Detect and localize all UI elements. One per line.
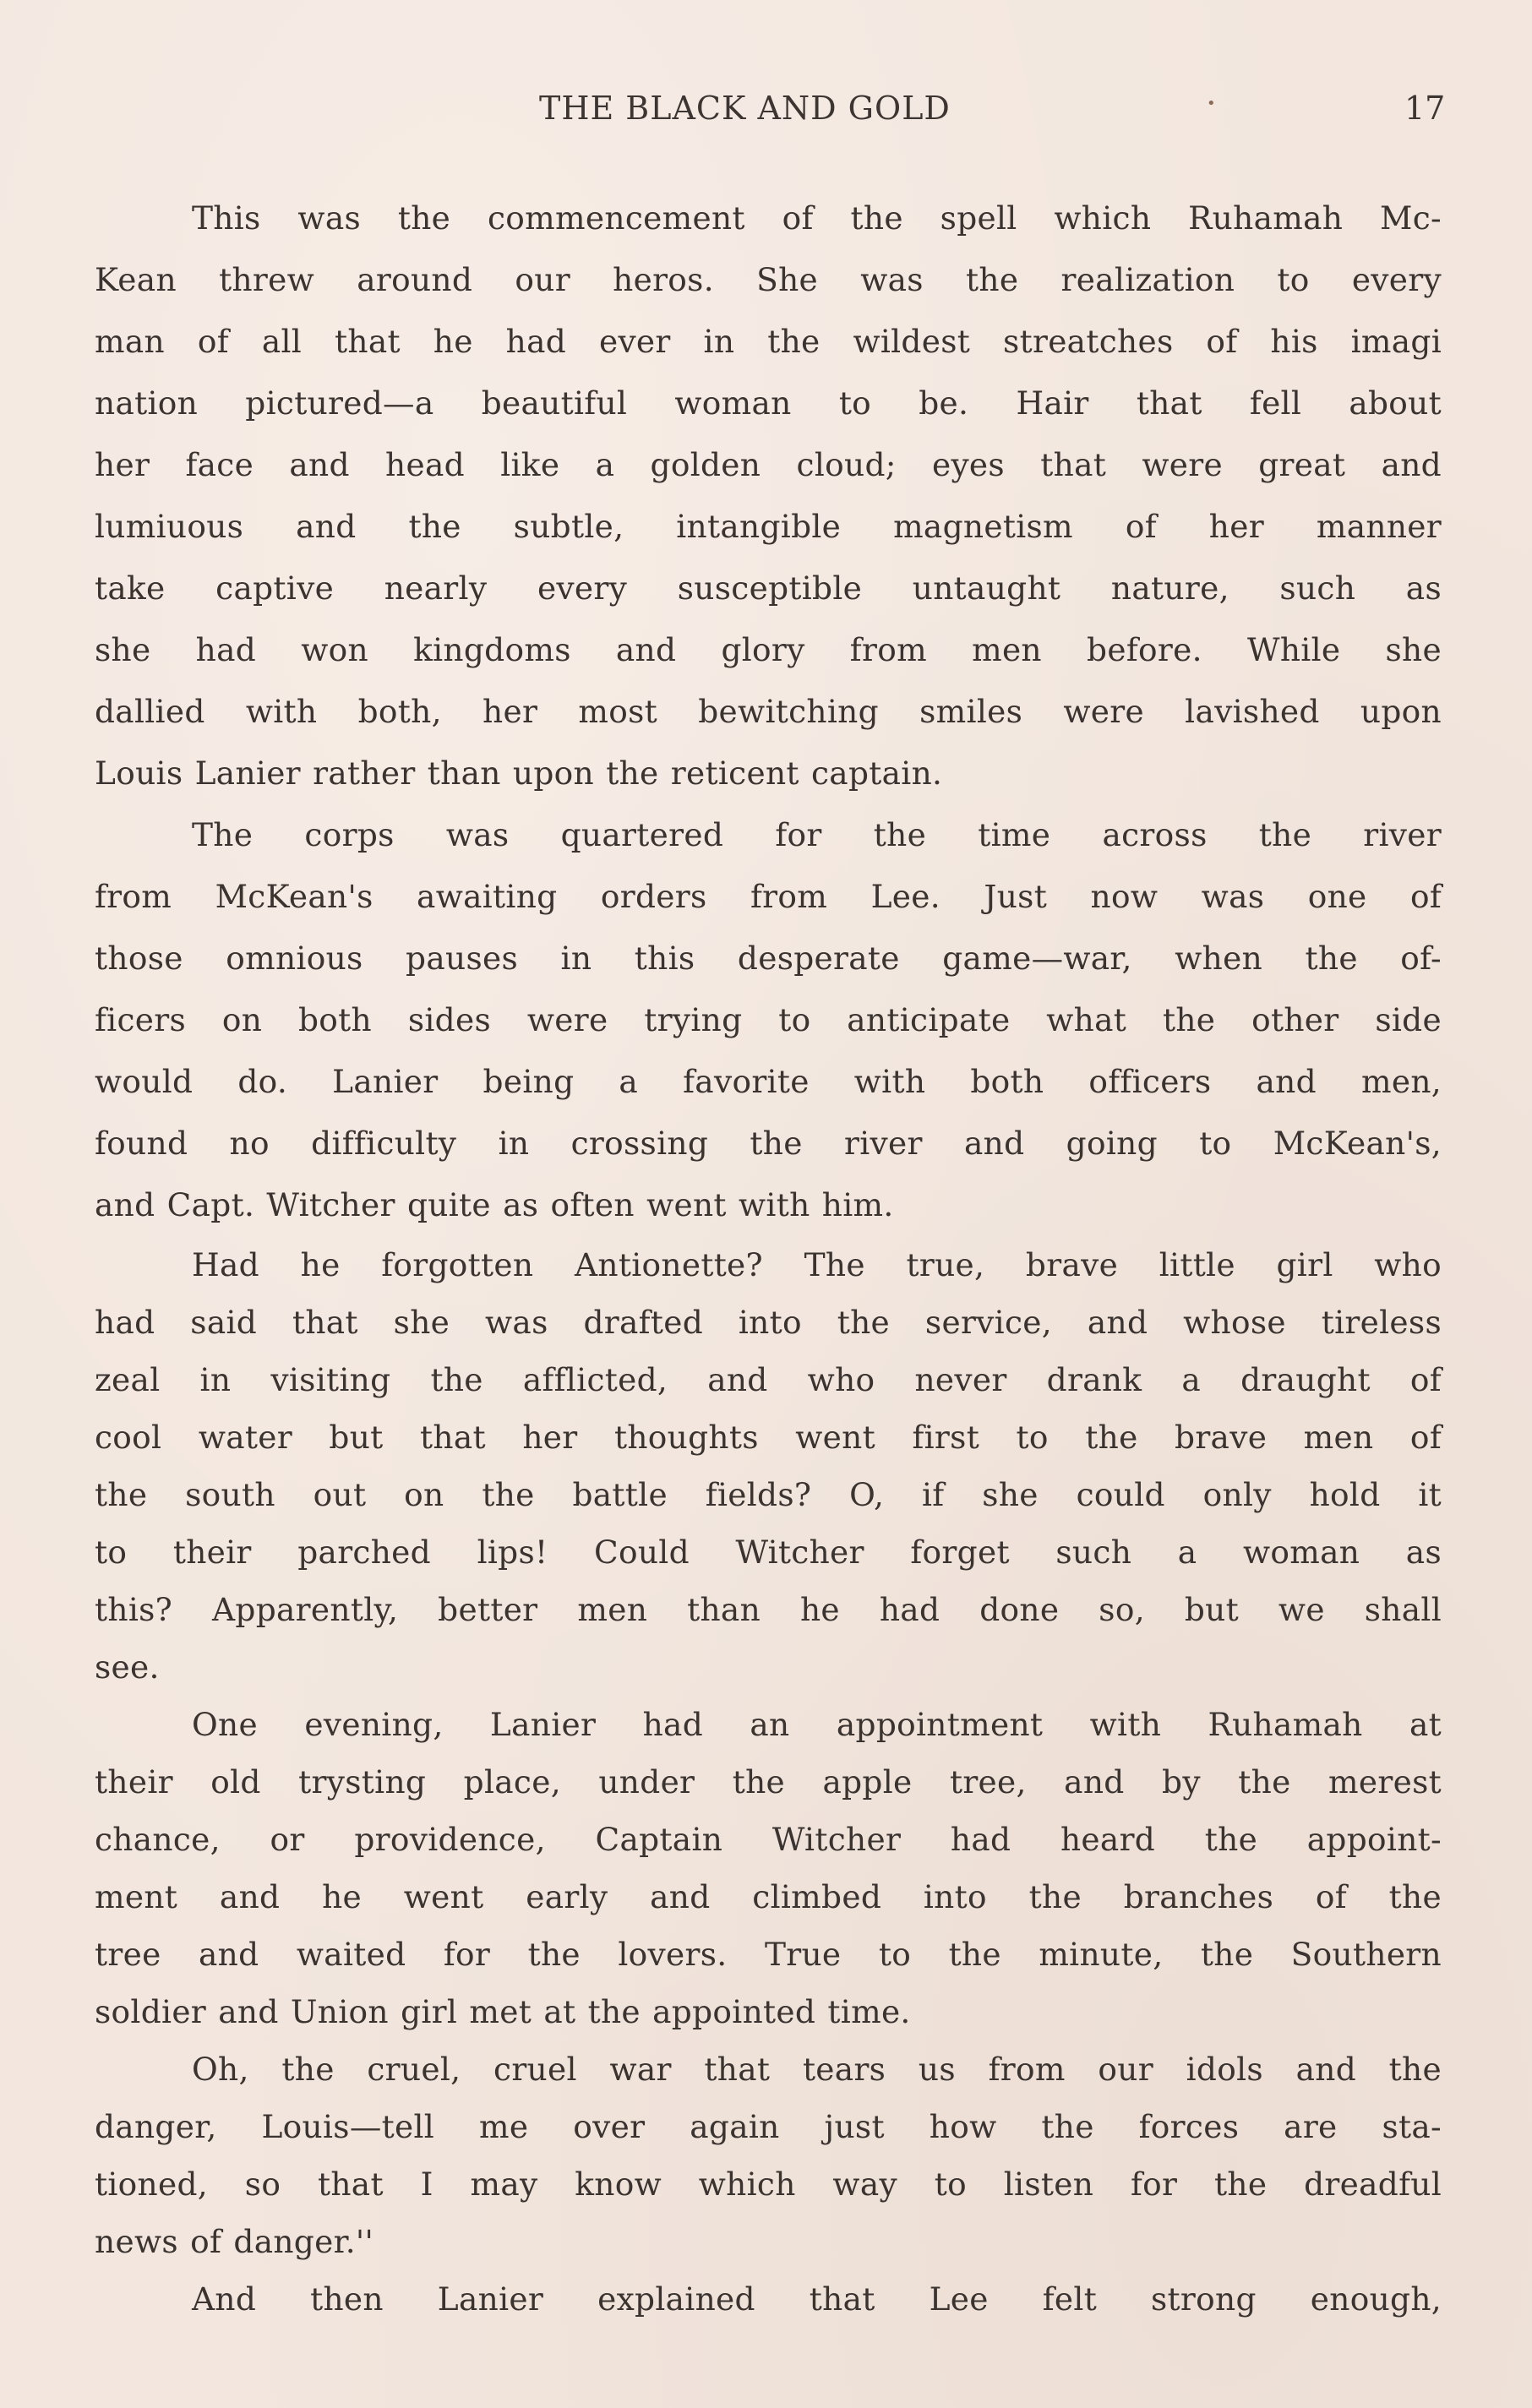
text-line: chance, or providence, Captain Witcher had heard the appoint-	[95, 1821, 1442, 1858]
text-line: soldier and Union girl met at the appointed time.	[95, 1993, 911, 2030]
text-line: The corps was quartered for the time across the river	[192, 816, 1442, 853]
text-line: Oh, the cruel, cruel war that tears us from our idols and the	[192, 2051, 1442, 2088]
text-line: the south out on the battle fields? O, if she could only hold it	[95, 1476, 1442, 1513]
text-line: Had he forgotten Antionette? The true, brave little girl who	[192, 1246, 1442, 1283]
text-line: Louis Lanier rather than upon the reticent captain.	[95, 755, 943, 792]
ornament-dot: •	[1207, 95, 1216, 112]
text-line: see.	[95, 1648, 160, 1686]
paragraph	[95, 2040, 1442, 2270]
text-line: her face and head like a golden cloud; eyes that were great and	[95, 446, 1442, 483]
text-line: danger, Louis—tell me over again just how the forces are sta-	[95, 2108, 1442, 2145]
text-line: their old trysting place, under the apple tree, and by the merest	[95, 1763, 1442, 1801]
paragraph	[95, 804, 1442, 1236]
text-line: cool water but that her thoughts went first to the brave men of	[95, 1419, 1442, 1456]
paragraph	[95, 1696, 1442, 2040]
paragraph	[95, 188, 1442, 804]
text-line: ficers on both sides were trying to anticipate what the other side	[95, 1001, 1442, 1038]
text-line: And then Lanier explained that Lee felt strong enough,	[192, 2280, 1442, 2318]
text-line: ment and he went early and climbed into the branches of the	[95, 1878, 1442, 1915]
text-line: zeal in visiting the afflicted, and who never drank a draught of	[95, 1361, 1442, 1398]
body-text	[95, 188, 1442, 2328]
text-line: Kean threw around our heros. She was the realization to every	[95, 261, 1442, 298]
paragraph	[95, 1236, 1442, 1696]
text-line: news of danger.''	[95, 2223, 374, 2260]
text-line: This was the commencement of the spell which Ruhamah Mc-	[192, 199, 1442, 237]
text-line: man of all that he had ever in the wildest streatches of his imagi	[95, 323, 1442, 360]
text-line: nation pictured—a beautiful woman to be. Hair that fell about	[95, 384, 1442, 422]
paragraph	[95, 2270, 1442, 2328]
text-line: she had won kingdoms and glory from men before. While she	[95, 631, 1442, 668]
running-header	[0, 83, 1532, 133]
text-line: would do. Lanier being a favorite with both officers and men,	[95, 1063, 1442, 1100]
text-line: had said that she was drafted into the service, and whose tireless	[95, 1304, 1442, 1341]
page-number: 17	[1404, 90, 1446, 127]
text-line: and Capt. Witcher quite as often went with him.	[95, 1186, 894, 1223]
running-title: THE BLACK AND GOLD	[539, 90, 951, 127]
text-line: found no difficulty in crossing the river and going to McKean's,	[95, 1125, 1442, 1162]
text-line: tree and waited for the lovers. True to the minute, the Southern	[95, 1936, 1442, 1973]
text-line: dallied with both, her most bewitching smiles were lavished upon	[95, 693, 1442, 730]
text-line: those omnious pauses in this desperate game—war, when the of-	[95, 940, 1442, 977]
text-line: One evening, Lanier had an appointment with Ruhamah at	[192, 1706, 1442, 1743]
text-line: this? Apparently, better men than he had done so, but we shall	[95, 1591, 1442, 1628]
text-line: tioned, so that I may know which way to listen for the dreadful	[95, 2166, 1442, 2203]
text-line: lumiuous and the subtle, intangible magnetism of her manner	[95, 508, 1442, 545]
text-line: take captive nearly every susceptible untaught nature, such as	[95, 569, 1442, 607]
text-line: from McKean's awaiting orders from Lee. Just now was one of	[95, 878, 1442, 915]
text-line: to their parched lips! Could Witcher forget such a woman as	[95, 1534, 1442, 1571]
